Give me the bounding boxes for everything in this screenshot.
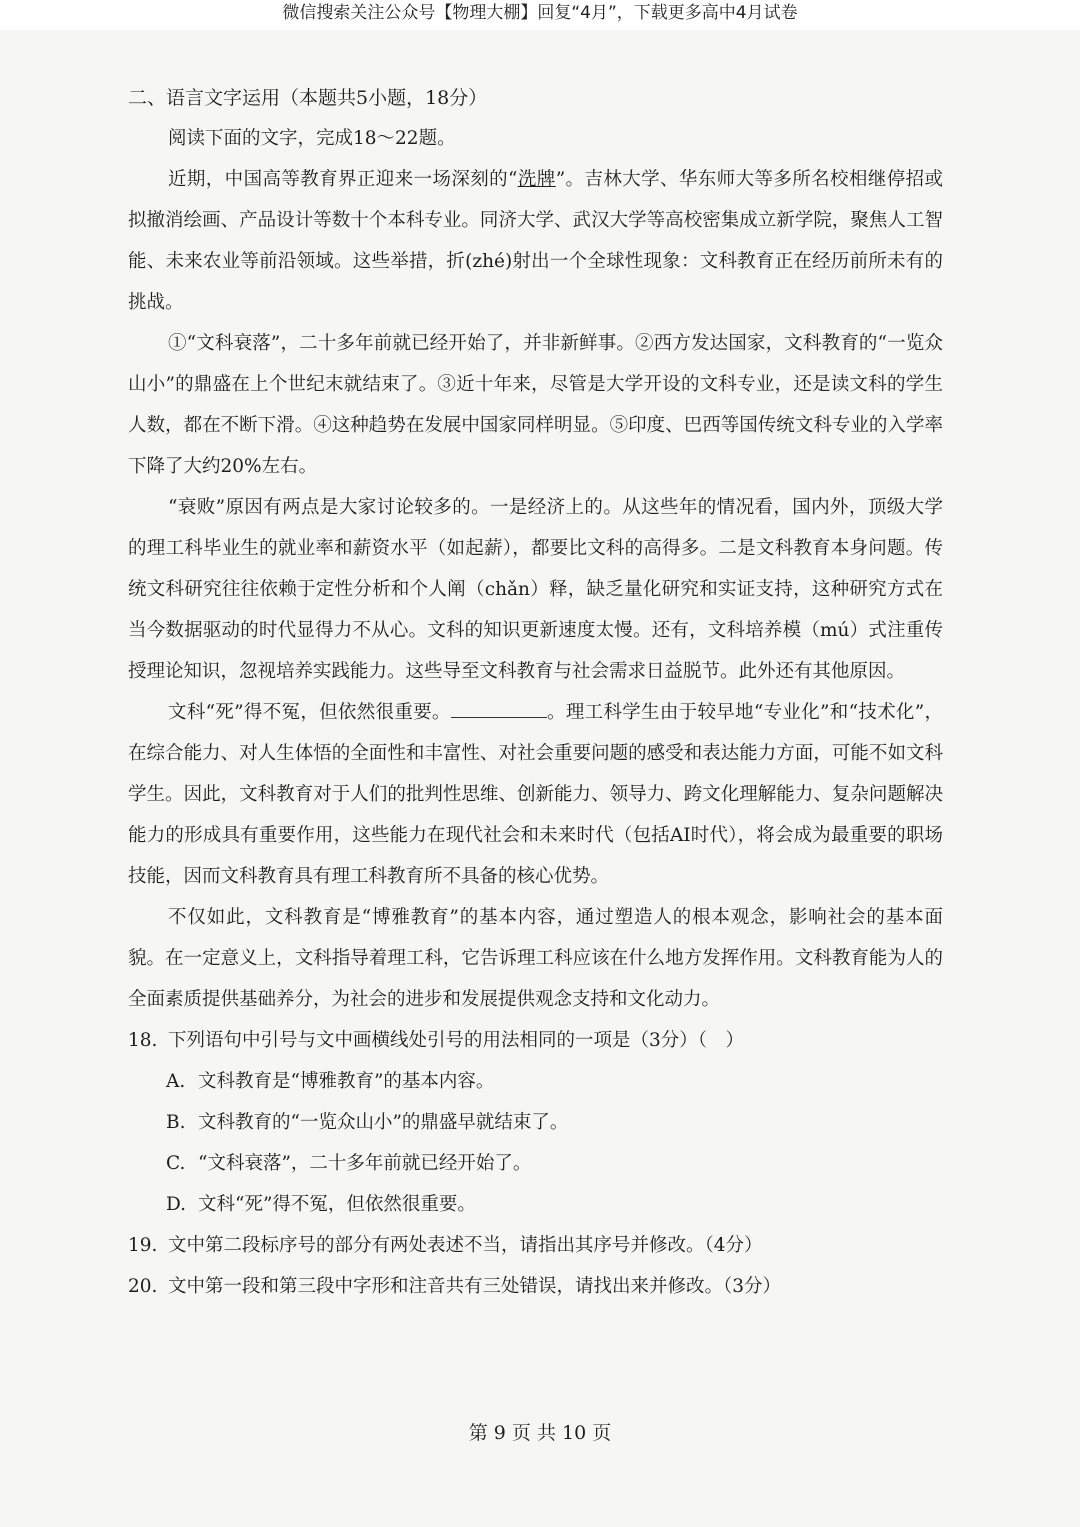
question-text: 文中第二段标序号的部分有两处表述不当，请指出其序号并修改。（4分）	[168, 1235, 763, 1256]
question-text: 文中第一段和第三段中字形和注音共有三处错误，请找出来并修改。（3分）	[168, 1276, 782, 1297]
section-title: 二、语言文字运用（本题共5小题，18分）	[128, 87, 488, 109]
question-18	[128, 1020, 943, 1061]
option-letter: D.	[166, 1194, 187, 1215]
option-text: 文科教育是“博雅教育”的基本内容。	[198, 1071, 495, 1092]
option-text: 文科“死”得不冤，但依然很重要。	[198, 1194, 476, 1215]
option-text: “文科衰落”，二十多年前就已经开始了。	[198, 1153, 532, 1174]
option-a	[128, 1061, 943, 1102]
passage-paragraph-2: ①“文科衰落”，二十多年前就已经开始了，并非新鲜事。②西方发达国家，文科教育的“一览众山小”的鼎盛在上个世纪末就结束了。③近十年来，尽管是大学开设的文科专业，还是读文科的学生人数，都在不断下滑。④这种趋势在发展中国家同样明显。⑤印度、巴西等国传统文科专业的入学率下降了大约20%左右。	[128, 333, 943, 477]
p1-text-before: 近期，中国高等教育界正迎来一场深刻的“	[168, 169, 518, 190]
fill-in-blank	[451, 697, 547, 718]
option-letter: C.	[166, 1153, 186, 1174]
option-letter: A.	[166, 1071, 186, 1092]
question-number: 18.	[128, 1030, 158, 1051]
p4-text-before: 文科“死”得不冤，但依然很重要。	[168, 702, 451, 723]
section-intro: 阅读下面的文字，完成18～22题。	[168, 128, 456, 149]
question-20	[128, 1266, 943, 1307]
question-19	[128, 1225, 943, 1266]
passage-paragraph-4	[128, 692, 943, 897]
promo-banner: 微信搜索关注公众号【物理大棚】回复“4月”，下载更多高中4月试卷	[0, 0, 1080, 30]
option-d	[128, 1184, 943, 1225]
question-number: 20.	[128, 1276, 158, 1297]
passage-paragraph-3: “衰败”原因有两点是大家讨论较多的。一是经济上的。从这些年的情况看，国内外，顶级大学的理工科毕业生的就业率和薪资水平（如起薪），都要比文科的高得多。二是文科教育本身问题。传统文科研究往往依赖于定性分析和个人阐（chǎn）释，缺乏量化研究和实证支持，这种研究方式在当今数据驱动的时代显得力不从心。文科的知识更新速度太慢。还有，文科培养模（mú）式注重传授理论知识，忽视培养实践能力。这些导至文科教育与社会需求日益脱节。此外还有其他原因。	[128, 497, 943, 682]
option-b	[128, 1102, 943, 1143]
p1-text-after: ”。吉林大学、华东师大等多所名校相继停招或拟撤消绘画、产品设计等数十个本科专业。同济大学、武汉大学等高校密集成立新学院，聚焦人工智能、未来农业等前沿领域。这些举措，折(zhé)射出一个全球性现象：文科教育正在经历前所未有的挑战。	[128, 169, 943, 313]
option-text: 文科教育的“一览众山小”的鼎盛早就结束了。	[198, 1112, 569, 1133]
underlined-word: 洗牌	[517, 169, 556, 190]
p4-text-after: 。理工科学生由于较早地“专业化”和“技术化”，在综合能力、对人生体悟的全面性和丰富性、对社会重要问题的感受和表达能力方面，可能不如文科学生。因此，文科教育对于人们的批判性思维、创新能力、领导力、跨文化理解能力、复杂问题解决能力的形成具有重要作用，这些能力在现代社会和未来时代（包括AI时代），将会成为最重要的职场技能，因而文科教育具有理工科教育所不具备的核心优势。	[128, 702, 943, 887]
passage-paragraph-5: 不仅如此，文科教育是“博雅教育”的基本内容，通过塑造人的根本观念，影响社会的基本面貌。在一定意义上，文科指导着理工科，它告诉理工科应该在什么地方发挥作用。文科教育能为人的全面素质提供基础养分，为社会的进步和发展提供观念支持和文化动力。	[128, 907, 943, 1010]
page-content	[128, 78, 943, 1307]
option-letter: B.	[166, 1112, 186, 1133]
question-text: 下列语句中引号与文中画横线处引号的用法相同的一项是（3分）（ ）	[168, 1030, 745, 1051]
question-number: 19.	[128, 1235, 158, 1256]
option-c	[128, 1143, 943, 1184]
passage-paragraph-1	[128, 159, 943, 323]
page-footer: 第 9 页 共 10 页	[468, 1422, 612, 1444]
